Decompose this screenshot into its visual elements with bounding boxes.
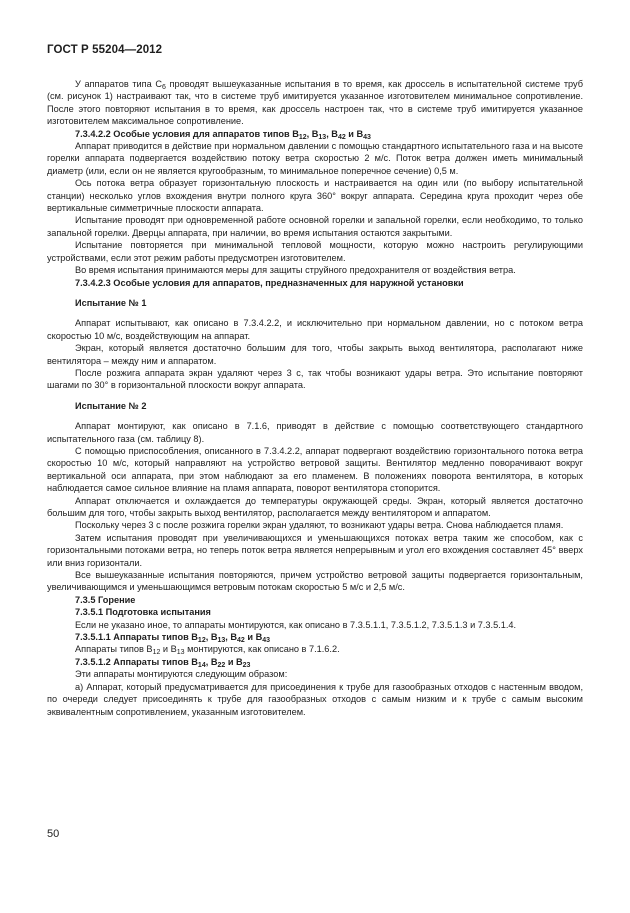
text-run: 7.3.5.1 Подготовка испытания [75,607,211,618]
subscript: 13 [217,637,226,645]
text-run: Аппарат отключается и охлаждается до температуры окружающей среды. Экран, который является достаточно большим для того, чтобы закрыть выход вентилятор, располагается между вентилятором и аппаратом. [47,495,583,518]
paragraph [47,643,583,655]
text-run: , B [205,656,218,667]
subscript: 12 [152,649,161,657]
subscript: 43 [363,133,371,141]
text-run: , B [326,128,338,139]
section-heading [47,631,583,643]
text-run: и B [225,656,243,667]
paragraph [47,681,583,718]
text-run: 7.3.5.1.2 Аппараты типов B [75,656,198,667]
section-heading [47,606,583,618]
document-header: ГОСТ Р 55204—2012 [47,44,163,56]
text-run: , B [205,632,218,643]
text-run: У аппаратов типа C [75,79,162,89]
subscript: 22 [217,661,226,669]
text-run: Испытание № 1 [75,297,147,308]
text-run: 7.3.4.2.3 Особые условия для аппаратов, предназначенных для наружной установки [75,277,464,288]
paragraph [47,214,583,239]
text-run: и B [160,644,177,655]
paragraph [47,342,583,367]
paragraph [47,78,583,128]
text-run: Поскольку через 3 с после розжига горелки экран удаляют, то возникают удары ветра. Снова наблюдается пламя. [75,520,564,531]
section-heading [47,400,583,412]
subscript: 6 [162,84,166,91]
text-run: Аппарат монтируют, как описано в 7.1.6, приводят в действие с помощью соответствующего стандартного испытательного газа (см. таблицу 8). [47,421,583,444]
text-run: а) Аппарат, который предусматривается для присоединения к трубе для газообразных отходов с настенным вводом, по очереди следует присоединять к трубе для газообразных отходов с самым низким и к трубе с самым высоким эквивалентным сопротивлением, указанным изготовителем. [47,681,583,717]
text-run: Эти аппараты монтируются следующим образом: [75,669,288,680]
section-heading [47,594,583,606]
text-run: Затем испытания проводят при увеличивающихся и уменьшающихся потоках ветра таким же способом, как с горизонтальными потоками ветра, но теперь поток ветра является непрерывным и угол его вхождения составляет 45° вверх или вниз горизонтали. [47,532,583,568]
text-run: С помощью приспособления, описанного в 7.3.4.2.2, аппарат подвергают воздействию горизонтального потока ветра скоростью 10 м/с, который направляют на устройство ветровой защиты. Вентилятор медленно поворачивают вокруг вертикальной оси аппарата, при этом наблюдают за его пламенем. В положениях поворота вентилятора, в которых наблюдается самое сильное влияние на пламя аппарата, поворот вентилятора стопорится. [47,445,583,494]
paragraph [47,495,583,520]
text-run: проводят вышеуказанные испытания в то время, как дроссель в испытательной системе труб (см. рисунок 1) настраивают так, что в системе труб имитируется указанное изготовителем минимальное сопротивление. После этого повторяют испытания в то время, как дроссель настроен так, что в системе труб имитируется указанное изготовителем максимальное сопротивление. [47,79,583,127]
subscript: 23 [242,661,251,669]
document-body [47,78,583,718]
paragraph [47,619,583,631]
subscript: 42 [237,637,245,645]
paragraph [47,532,583,569]
paragraph [47,264,583,276]
text-run: Испытание повторяется при минимальной тепловой мощности, которую можно настроить регулирующими устройствами, если этот режим работы предусмотрен изготовителем. [47,240,583,263]
subscript: 43 [262,637,270,645]
subscript: 13 [318,133,327,141]
text-run: После розжига аппарата экран удаляют через 3 с, так чтобы возникают удары ветра. Это испытание повторяют шагами по 30° в горизонтальной плоскости вокруг аппарата. [47,367,583,391]
text-run: Экран, который является достаточно большим для того, чтобы закрыть выход вентилятора, располагают ниже вентилятора – между ним и аппаратом. [47,343,583,366]
text-run: Аппарат приводится в действие при нормальном давлении с помощью стандартного испытательного газа и на высоте горелки аппарата подвергается воздействию потоку ветра скоростью 2 м/с. Поток ветра должен иметь минимальный диаметр (или, если он не является кругообразным, то минимальное поперечное сечение) 0,5 м. [47,141,583,176]
paragraph [47,668,583,680]
text-run: , B [306,128,319,139]
text-run: 7.3.5 Горение [75,594,136,605]
subscript: 42 [337,133,346,141]
text-run: Во время испытания принимаются меры для защиты струйного предохранителя от воздействия ветра. [75,265,516,276]
page-number: 50 [47,828,60,840]
text-run: Аппараты типов B [75,644,153,655]
subscript: 12 [197,637,206,645]
text-run: и B [345,128,364,139]
text-run: Если не указано иное, то аппараты монтируются, как описано в 7.3.5.1.1, 7.3.5.1.2, 7.3.5.1.3 и 7.3.5.1.4. [75,619,517,630]
paragraph [47,239,583,264]
text-run: Испытание проводят при одновременной работе основной горелки и запальной горелки, если необходимо, то только запальной горелки. Дверцы аппарата, при наличии, во время испытания остаются закрытыми. [47,215,583,238]
text-run: 7.3.4.2.2 Особые условия для аппаратов типов B [75,128,299,139]
text-run: Все вышеуказанные испытания повторяются, причем устройство ветровой защиты подвергается горизонтальным, увеличивающимся и уменьшающимся ветровым потокам скоростью 5 м/с и 2,5 м/с. [47,570,583,593]
subscript: 13 [176,649,185,657]
text-run: , B [225,632,238,643]
paragraph [47,445,583,495]
text-run: Аппарат испытывают, как описано в 7.3.4.2.2, и исключительно при нормальном давлении, но с потоком ветра скоростью 10 м/с, воздействующим на аппарат. [47,318,583,341]
paragraph [47,420,583,445]
text-run: и B [244,632,263,643]
paragraph [47,519,583,531]
paragraph [47,317,583,342]
text-run: монтируются, как описано в 7.1.6.2. [184,644,340,655]
paragraph [47,367,583,392]
section-heading [47,656,583,668]
paragraph [47,569,583,594]
text-run: Испытание № 2 [75,400,147,411]
subscript: 12 [298,133,307,141]
section-heading [47,277,583,289]
subscript: 14 [197,661,206,669]
paragraph [47,177,583,214]
section-heading [47,297,583,309]
section-heading [47,128,583,140]
text-run: 7.3.5.1.1 Аппараты типов B [75,632,198,643]
paragraph [47,140,583,177]
text-run: Ось потока ветра образует горизонтальную плоскость и настраивается на один или (по выбору испытательной станции) несколько углов вхождения внутри полного круга 360° вокруг аппарата. Середина круга проходит через обе вертикальные симметричные плоскости аппарата. [47,178,583,214]
